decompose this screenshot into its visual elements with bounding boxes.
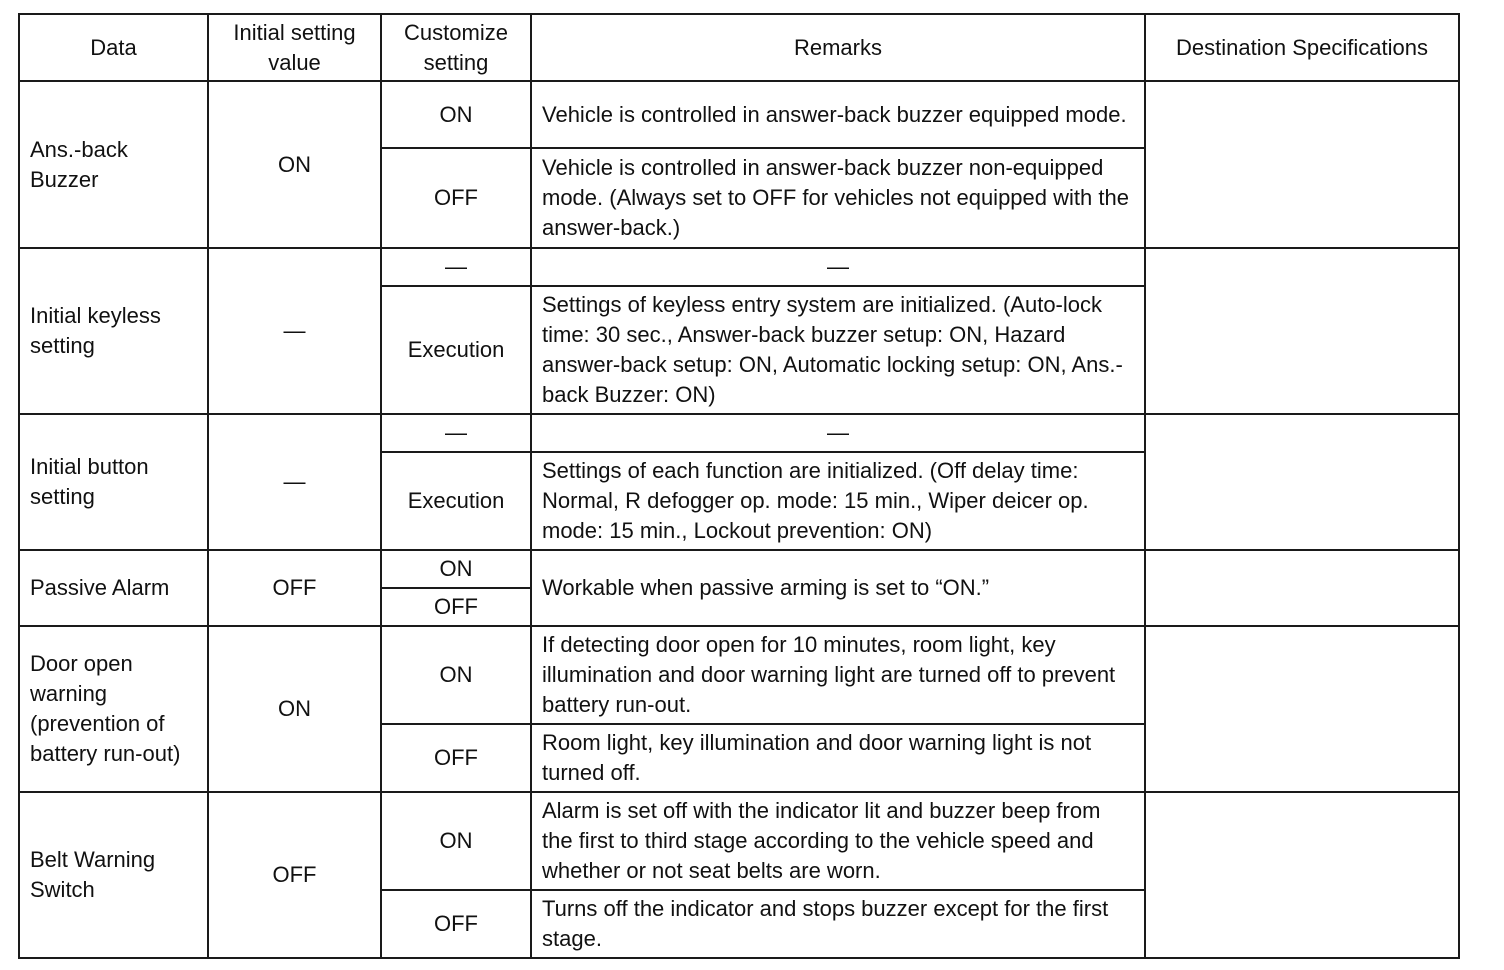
remark-text: Settings of each function are initialized. (Off delay time: Normal, R defogger op. mode: 15 min., Wiper deicer op. mode: 15 min., Lockout prevention: ON) — [531, 452, 1145, 550]
remark-text: — — [531, 248, 1145, 286]
customize-option: Execution — [381, 286, 531, 414]
data-label: Initial keyless setting — [19, 248, 208, 414]
remark-text: Alarm is set off with the indicator lit and buzzer beep from the first to third stage according to the vehicle speed and whether or not seat belts are worn. — [531, 792, 1145, 890]
data-label: Initial button setting — [19, 414, 208, 550]
destination-cell — [1145, 550, 1459, 626]
data-label: Passive Alarm — [19, 550, 208, 626]
data-label: Ans.-back Buzzer — [19, 81, 208, 248]
initial-value: OFF — [208, 792, 381, 958]
initial-value: ON — [208, 81, 381, 248]
customize-option: — — [381, 414, 531, 452]
header-destination-specifications: Destination Specifications — [1145, 14, 1459, 81]
destination-cell — [1145, 626, 1459, 792]
customize-option: — — [381, 248, 531, 286]
header-initial-setting-value: Initial setting value — [208, 14, 381, 81]
table-row — [19, 550, 1459, 588]
header-data: Data — [19, 14, 208, 81]
customize-option: Execution — [381, 452, 531, 550]
remark-text: Vehicle is controlled in answer-back buzzer non-equipped mode. (Always set to OFF for vehicles not equipped with the answer-back.) — [531, 148, 1145, 248]
destination-cell — [1145, 414, 1459, 550]
initial-value: — — [208, 414, 381, 550]
header-customize-setting: Customize setting — [381, 14, 531, 81]
header-remarks: Remarks — [531, 14, 1145, 81]
customize-option: ON — [381, 792, 531, 890]
table-row — [19, 81, 1459, 148]
remark-text: Settings of keyless entry system are initialized. (Auto-lock time: 30 sec., Answer-back buzzer setup: ON, Hazard answer-back setup: ON, Automatic locking setup: ON, Ans.-back Buzzer: ON) — [531, 286, 1145, 414]
initial-value: OFF — [208, 550, 381, 626]
remark-text: If detecting door open for 10 minutes, room light, key illumination and door warning light are turned off to prevent battery run-out. — [531, 626, 1145, 724]
customize-option: ON — [381, 626, 531, 724]
customize-option: OFF — [381, 724, 531, 792]
destination-cell — [1145, 792, 1459, 958]
remark-text: Turns off the indicator and stops buzzer except for the first stage. — [531, 890, 1145, 958]
customize-settings-table — [18, 13, 1460, 959]
table-row — [19, 792, 1459, 890]
remark-text: Vehicle is controlled in answer-back buzzer equipped mode. — [531, 81, 1145, 148]
customize-option: OFF — [381, 890, 531, 958]
data-label: Door open warning (prevention of battery run-out) — [19, 626, 208, 792]
table-row — [19, 248, 1459, 286]
customize-option: OFF — [381, 588, 531, 626]
remark-text: — — [531, 414, 1145, 452]
initial-value: — — [208, 248, 381, 414]
remark-text: Workable when passive arming is set to “ON.” — [531, 550, 1145, 626]
table-row — [19, 414, 1459, 452]
header-row — [19, 14, 1459, 81]
remark-text: Room light, key illumination and door warning light is not turned off. — [531, 724, 1145, 792]
destination-cell — [1145, 81, 1459, 248]
data-label: Belt Warning Switch — [19, 792, 208, 958]
customize-option: ON — [381, 81, 531, 148]
customize-option: ON — [381, 550, 531, 588]
customize-option: OFF — [381, 148, 531, 248]
destination-cell — [1145, 248, 1459, 414]
initial-value: ON — [208, 626, 381, 792]
table-row — [19, 626, 1459, 724]
